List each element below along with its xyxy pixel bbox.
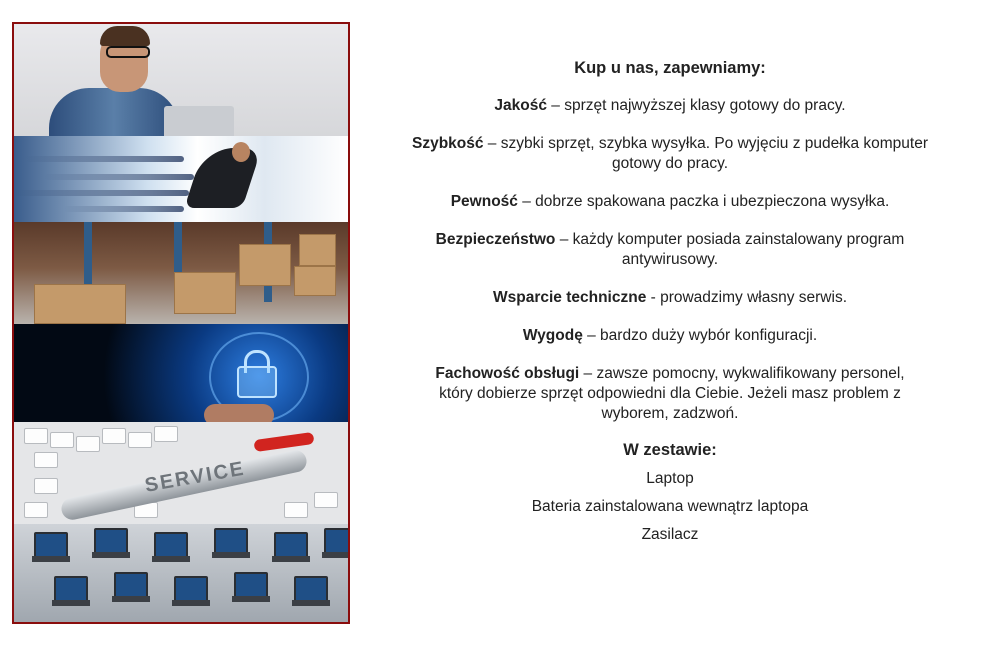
feature-term: Wsparcie techniczne (492, 289, 647, 306)
feature-term: Jakość (494, 97, 547, 114)
feature-support (380, 288, 960, 308)
feature-term: Fachowość obsługi (435, 365, 580, 382)
feature-text: – szybki sprzęt, szybka wysyłka. Po wyjęciu z pudełka komputer gotowy do pracy. (483, 135, 929, 172)
warehouse-photo (14, 222, 348, 324)
feature-text: – dobrze spakowana paczka i ubezpieczona wysyłka. (517, 193, 890, 210)
feature-security (380, 230, 960, 270)
feature-text: - prowadzimy własny serwis. (646, 289, 847, 306)
surprised-man-photo (14, 24, 348, 136)
running-man-photo (14, 136, 348, 222)
laptops-photo (14, 524, 348, 624)
feature-term: Wygodę (522, 327, 583, 344)
description (380, 58, 960, 546)
feature-speed (380, 134, 960, 174)
feature-term: Szybkość (411, 135, 484, 152)
feature-quality (380, 96, 960, 116)
feature-expertise (380, 364, 960, 424)
feature-term: Pewność (450, 193, 518, 210)
collage-image (12, 22, 350, 624)
kit-item-laptop: Laptop (646, 470, 694, 487)
kit-item-charger: Zasilacz (641, 526, 699, 543)
feature-term: Bezpieczeństwo (435, 231, 556, 248)
feature-text: – sprzęt najwyższej klasy gotowy do pracy. (546, 97, 846, 114)
intro-heading: Kup u nas, zapewniamy: (574, 59, 766, 77)
feature-convenience (380, 326, 960, 346)
kit-heading: W zestawie: (623, 441, 717, 459)
feature-certainty (380, 192, 960, 212)
feature-text: – zawsze pomocny, wykwalifikowany personel, który dobierze sprzęt odpowiedni dla Ciebie. Jeżeli masz problem z wyborem, zadzwoń. (439, 365, 905, 422)
security-lock-photo (14, 324, 348, 422)
kit-item-battery: Bateria zainstalowana wewnątrz laptopa (531, 498, 809, 515)
feature-text: – każdy komputer posiada zainstalowany program antywirusowy. (555, 231, 905, 268)
feature-text: – bardzo duży wybór konfiguracji. (582, 327, 818, 344)
service-word: SERVICE (143, 457, 247, 497)
keyboard-service-photo (14, 422, 348, 524)
